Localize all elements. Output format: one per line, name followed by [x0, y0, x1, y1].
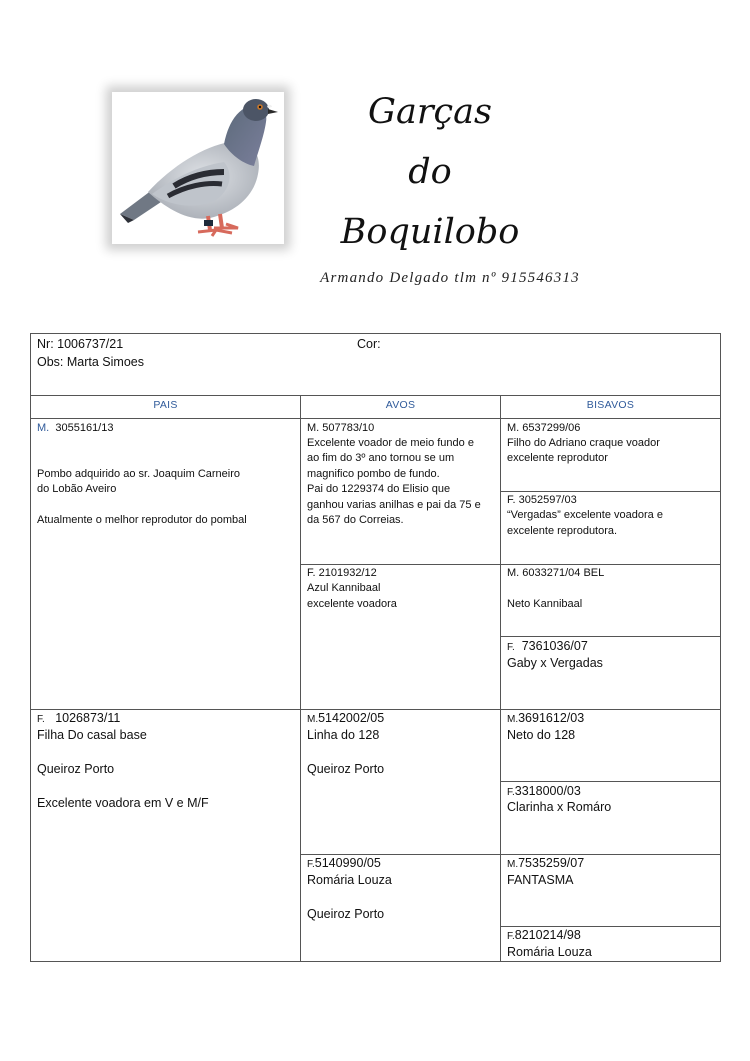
bisavos-header: BISAVOS — [586, 399, 635, 411]
gp-mm-sex: F. — [307, 859, 315, 870]
father-cell — [30, 418, 301, 710]
gp-mm-note-1: Romária Louza — [307, 873, 392, 887]
gp-mm-ring-number: 5140990/05 — [314, 856, 381, 870]
gp-ff-note-3: magnifico pombo de fundo. — [307, 468, 440, 480]
ggp-mff-sex: M. — [507, 714, 519, 725]
ggp-mfm-note-1: Clarinha x Romáro — [507, 800, 612, 814]
gp-fm-note-1: Azul Kannibaal — [307, 582, 381, 594]
ggp-mmf-note-1: FANTASMA — [507, 873, 574, 887]
ggp-mmm-note-1: Romária Louza — [507, 945, 592, 959]
ggp-fmm-note-1: Gaby x Vergadas — [507, 656, 603, 670]
ggp-mmf-ring — [507, 855, 584, 873]
ggp-fmf-note-1: Neto Kannibaal — [507, 598, 583, 610]
gp-ff-note-1: Excelente voador de meio fundo e — [307, 437, 474, 449]
ggp-ffm-ring: F. 3052597/03 — [507, 494, 577, 506]
avos-header: AVOS — [385, 399, 416, 411]
gp-ff-note-2: ao fim do 3º ano tornou se um — [307, 452, 455, 464]
owner-contact: Armando Delgado tlm nº 915546313 — [320, 270, 580, 286]
ggp-fmm-ring — [507, 638, 588, 656]
ggp-fmm-sex: F. — [507, 642, 515, 653]
gp-ff-note-5: ganhou varias anilhas e pai da 75 e — [307, 499, 481, 511]
pais-header: PAIS — [153, 399, 178, 411]
ggp-fmf-ring: M. 6033271/04 BEL — [507, 567, 605, 579]
father-note-2: do Lobão Aveiro — [37, 483, 117, 495]
mother-note-2: Queiroz Porto — [37, 762, 115, 776]
mother-ring — [37, 710, 120, 728]
ggp-fmm-ring-number: 7361036/07 — [521, 639, 588, 653]
ggp-mff-ring-number: 3691612/03 — [518, 711, 585, 725]
gp-mf-ring — [307, 710, 384, 728]
mother-sex: F. — [37, 714, 45, 725]
ggp-ffm-note-1: “Vergadas” excelente voadora e — [507, 509, 663, 521]
ggp-mmm-sex: F. — [507, 931, 515, 942]
father-sex: M. — [37, 422, 50, 434]
gp-ff-ring: M. 507783/10 — [307, 422, 375, 434]
ggp-mmf-ring-number: 7535259/07 — [518, 856, 585, 870]
ggp-mfm-sex: F. — [507, 787, 515, 798]
ggp-mmm-ring — [507, 927, 581, 945]
ggp-mfm-ring-number: 3318000/03 — [514, 784, 581, 798]
ggp-mff-ring — [507, 710, 584, 728]
ring-number: Nr: 1006737/21 — [37, 337, 124, 351]
mother-ring-number: 1026873/11 — [55, 711, 121, 725]
father-ring-number: 3055161/13 — [55, 422, 114, 434]
ggp-fff-note-2: excelente reprodutor — [507, 452, 608, 464]
title-line-3: Boquilobo — [340, 212, 520, 252]
ggp-ffm-note-2: excelente reprodutora. — [507, 525, 618, 537]
color-label: Cor: — [357, 337, 381, 351]
gp-fm-ring: F. 2101932/12 — [307, 567, 377, 579]
title-line-1: Garças — [368, 92, 492, 132]
ggp-mmf-sex: M. — [507, 859, 519, 870]
gp-mf-note-2: Queiroz Porto — [307, 762, 385, 776]
father-ring — [37, 421, 113, 437]
father-note-1: Pombo adquirido ao sr. Joaquim Carneiro — [37, 468, 241, 480]
gp-mm-ring — [307, 855, 381, 873]
ggp-fff-ring: M. 6537299/06 — [507, 422, 581, 434]
gp-ff-note-4: Pai do 1229374 do Elisio que — [307, 483, 451, 495]
title-line-2: do — [408, 152, 452, 192]
mother-note-1: Filha Do casal base — [37, 728, 147, 742]
gp-mf-ring-number: 5142002/05 — [318, 711, 385, 725]
ggp-mff-note-1: Neto do 128 — [507, 728, 576, 742]
ggp-fff-note-1: Filho do Adriano craque voador — [507, 437, 660, 449]
gp-mf-sex: M. — [307, 714, 319, 725]
ggp-mmm-ring-number: 8210214/98 — [514, 928, 581, 942]
gp-mf-note-1: Linha do 128 — [307, 728, 380, 742]
mother-cell — [30, 709, 301, 962]
observation: Obs: Marta Simoes — [37, 355, 144, 369]
gp-mm-note-2: Queiroz Porto — [307, 907, 385, 921]
gp-ff-note-6: da 567 do Correias. — [307, 514, 404, 526]
mother-note-3: Excelente voadora em V e M/F — [37, 796, 209, 810]
father-note-3: Atualmente o melhor reprodutor do pombal — [37, 514, 247, 526]
gp-fm-note-2: excelente voadora — [307, 598, 397, 610]
